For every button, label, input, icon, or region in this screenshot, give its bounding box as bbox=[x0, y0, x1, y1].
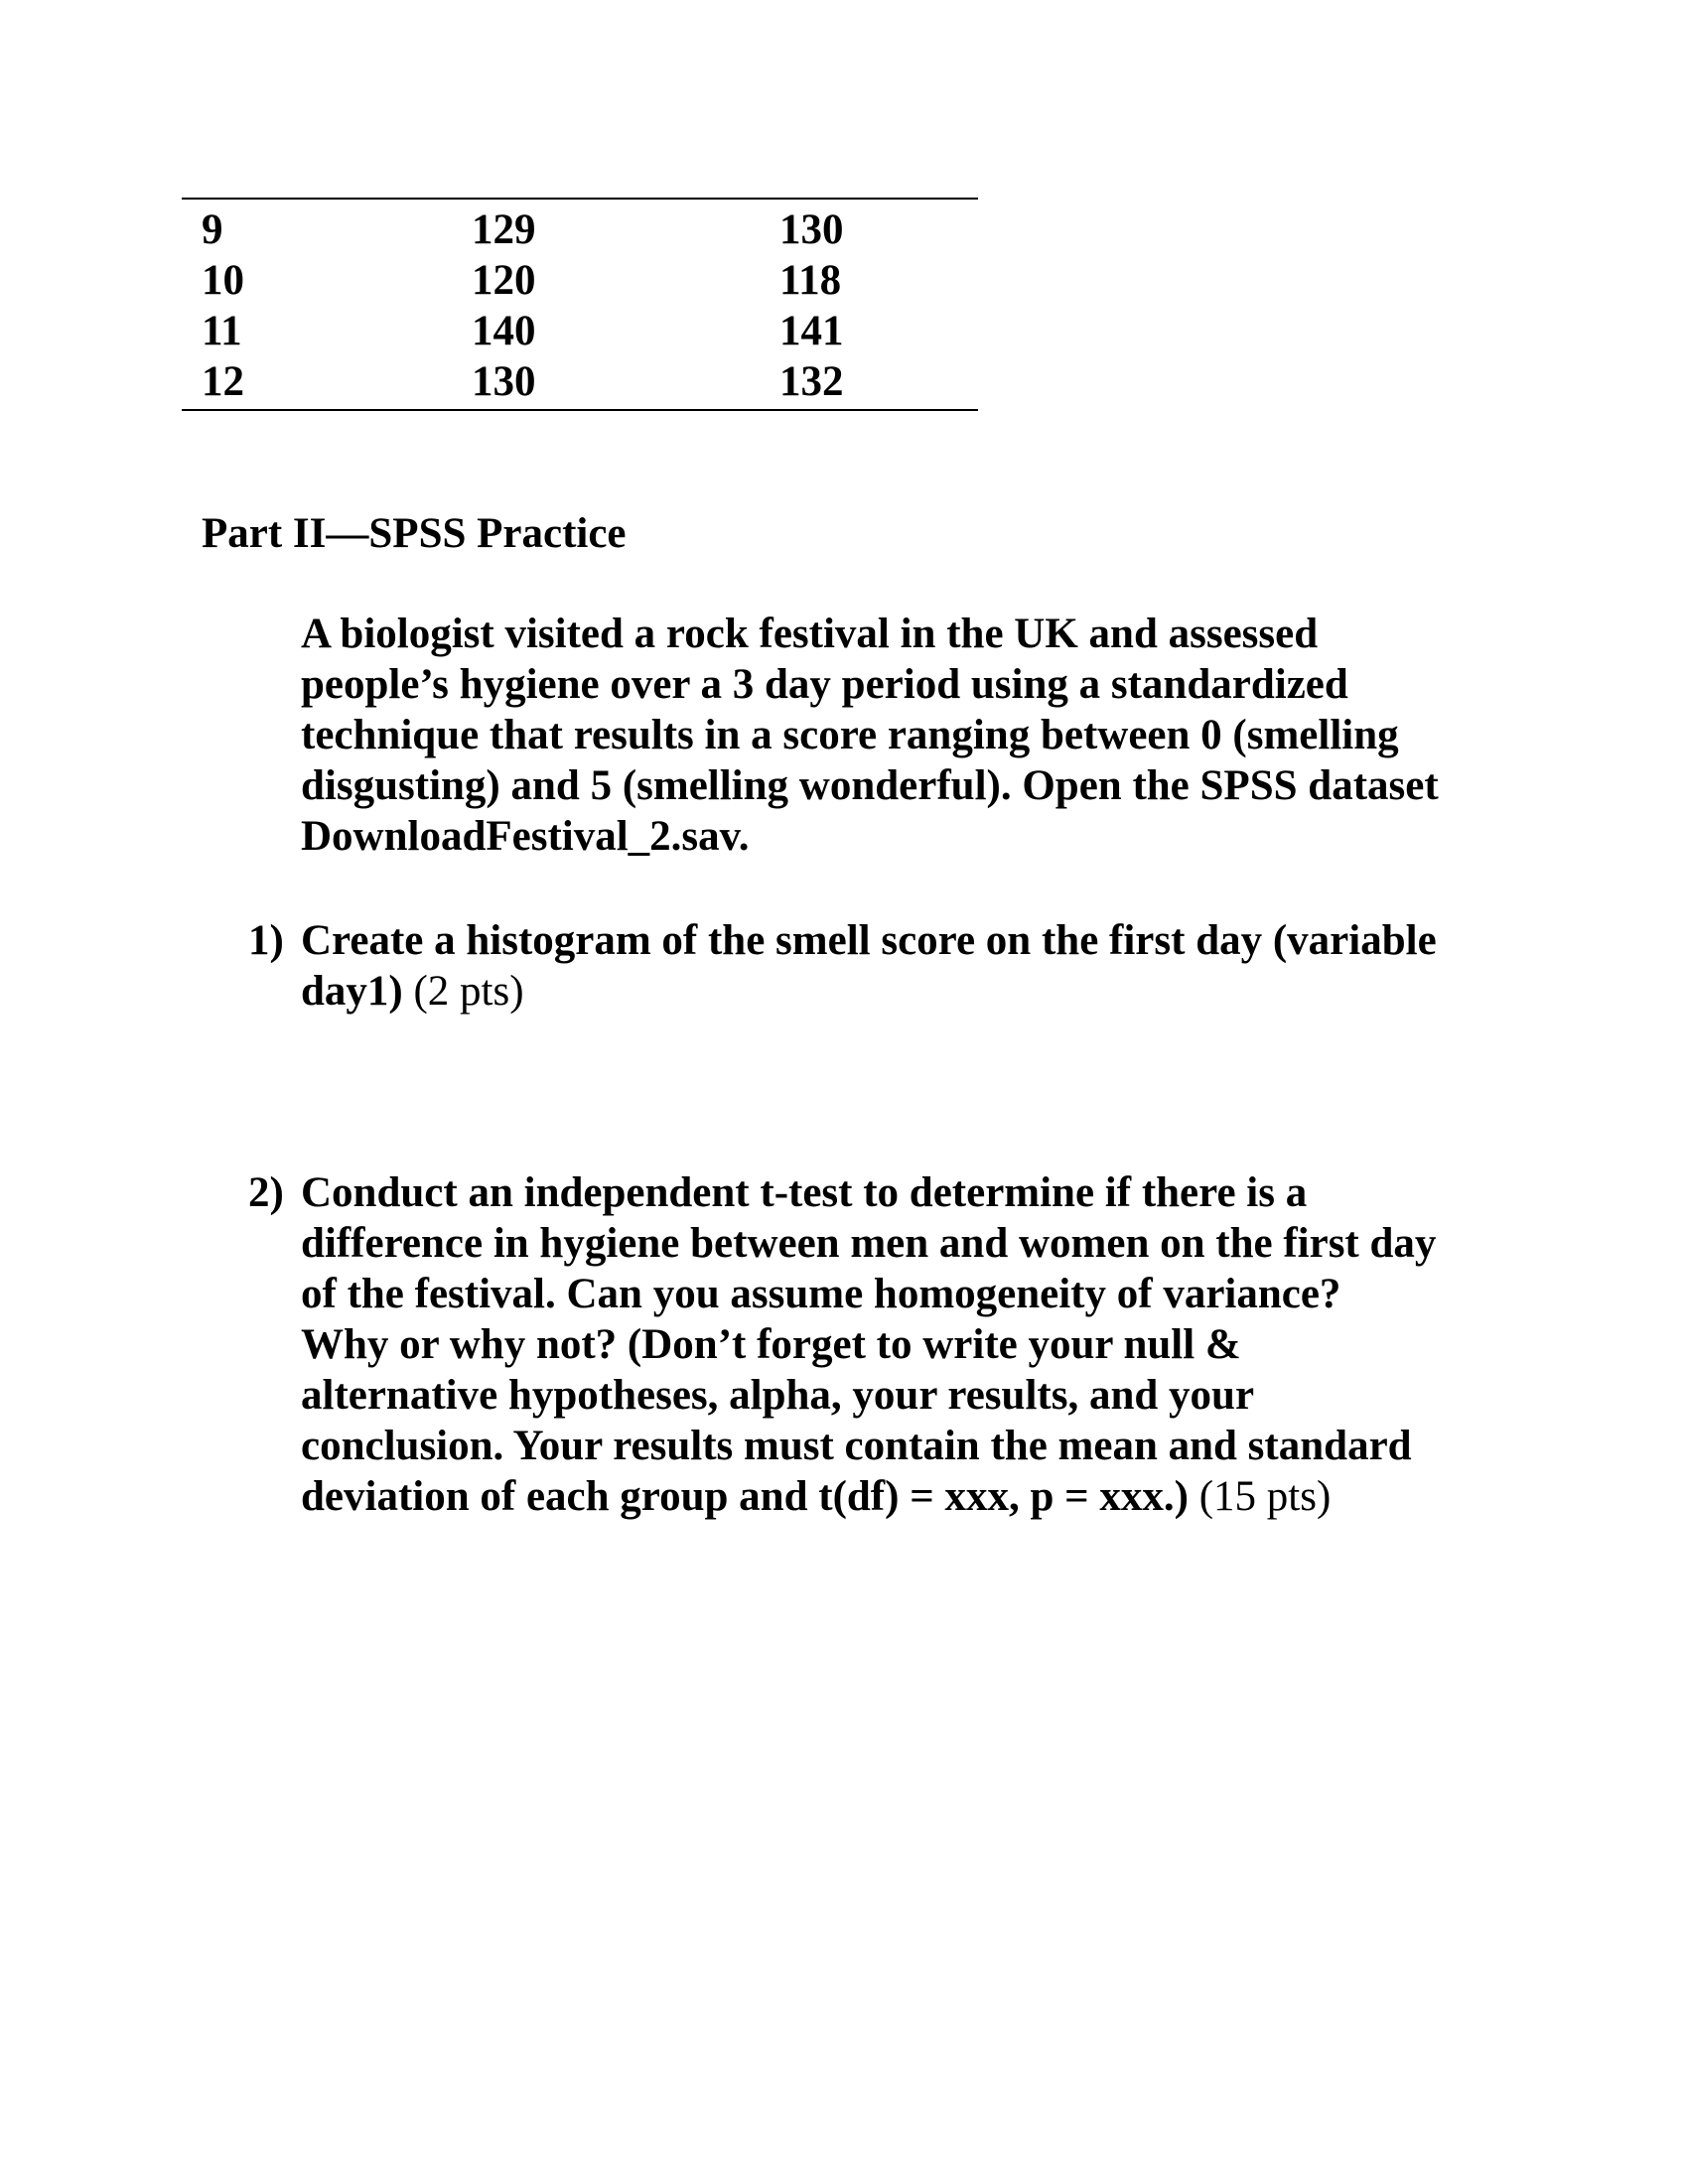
question-line: Why or why not? (Don’t forget to write your null & bbox=[301, 1321, 1241, 1368]
question-line: of the festival. Can you assume homogeneity of variance? bbox=[301, 1271, 1341, 1317]
table-cell-value-2: 130 bbox=[779, 206, 844, 253]
question-line: conclusion. Your results must contain the mean and standard bbox=[301, 1423, 1412, 1469]
question-number: 2) bbox=[248, 1169, 284, 1216]
table-cell-id: 9 bbox=[202, 206, 223, 253]
question-line: difference in hygiene between men and women on the first day bbox=[301, 1220, 1437, 1267]
question-text bbox=[301, 1167, 1559, 1522]
table-cell-value-2: 118 bbox=[779, 257, 842, 304]
question-line: deviation of each group and t(df) = xxx, p = xxx.) bbox=[301, 1473, 1189, 1520]
table-row bbox=[182, 205, 978, 255]
intro-line: technique that results in a score ranging between 0 (smelling bbox=[301, 712, 1399, 758]
table-row bbox=[182, 255, 978, 306]
question-line: Conduct an independent t-test to determine if there is a bbox=[301, 1169, 1308, 1216]
question-last-line bbox=[301, 966, 1559, 1017]
table-row bbox=[182, 306, 978, 356]
table-cell-value-2: 141 bbox=[779, 308, 844, 354]
intro-line: disgusting) and 5 (smelling wonderful). Open the SPSS dataset bbox=[301, 762, 1439, 809]
question-number: 1) bbox=[248, 917, 284, 964]
question-points: (15 pts) bbox=[1198, 1473, 1332, 1520]
table-cell-id: 11 bbox=[202, 308, 242, 354]
table-cell-value-1: 120 bbox=[472, 257, 536, 304]
table-cell-value-1: 130 bbox=[472, 358, 536, 405]
intro-paragraph bbox=[301, 609, 1552, 862]
table-cell-value-1: 140 bbox=[472, 308, 536, 354]
question-points: (2 pts) bbox=[413, 968, 524, 1015]
intro-line: people’s hygiene over a 3 day period using a standardized bbox=[301, 661, 1348, 708]
question-text bbox=[301, 915, 1559, 1017]
intro-line: A biologist visited a rock festival in the UK and assessed bbox=[301, 611, 1319, 657]
table-row bbox=[182, 356, 978, 407]
data-table bbox=[182, 198, 978, 411]
table-cell-id: 10 bbox=[202, 257, 244, 304]
intro-line: DownloadFestival_2.sav. bbox=[301, 813, 750, 860]
question-last-line bbox=[301, 1471, 1559, 1522]
table-cell-value-1: 129 bbox=[472, 206, 536, 253]
section-heading: Part II—SPSS Practice bbox=[202, 510, 627, 557]
table-cell-id: 12 bbox=[202, 358, 244, 405]
question-line: Create a histogram of the smell score on the first day (variable bbox=[301, 917, 1437, 964]
question-1 bbox=[248, 915, 1559, 1017]
table-cell-value-2: 132 bbox=[779, 358, 844, 405]
question-line: day1) bbox=[301, 968, 403, 1015]
question-2 bbox=[248, 1167, 1559, 1522]
question-line: alternative hypotheses, alpha, your results, and your bbox=[301, 1372, 1255, 1419]
